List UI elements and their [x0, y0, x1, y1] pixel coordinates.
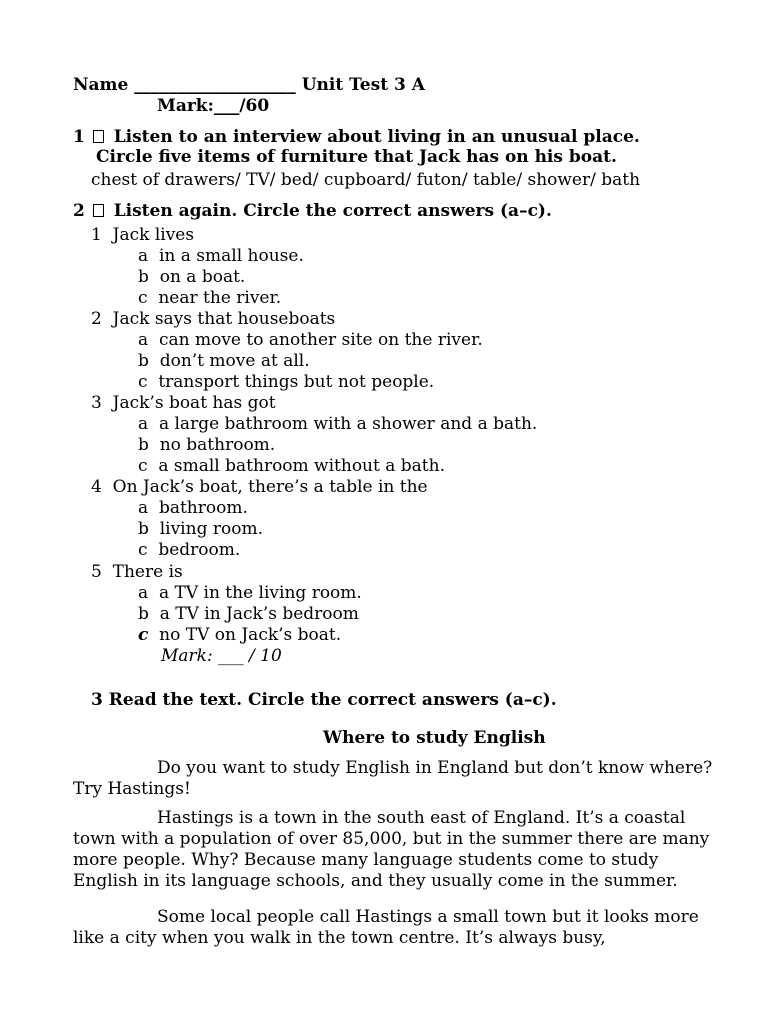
- section2-mark: Mark: ___ / 10: [161, 646, 282, 666]
- section1-instruction-text: Listen to an interview about living in an unusual place.: [113, 127, 640, 147]
- question-5: 5 There is: [91, 562, 183, 582]
- question-2-option-c[interactable]: c transport things but not people.: [138, 372, 435, 392]
- furniture-options: chest of drawers/ TV/ bed/ cupboard/ futon/ table/ shower/ bath: [91, 170, 641, 190]
- question-4-option-b[interactable]: b living room.: [138, 519, 263, 539]
- question-1-option-b[interactable]: b on a boat.: [138, 267, 246, 287]
- section2-number: 2: [73, 201, 85, 221]
- section1-instruction-line1: [73, 127, 640, 148]
- question-4-option-a[interactable]: a bathroom.: [138, 498, 248, 518]
- question-3: 3 Jack’s boat has got: [91, 393, 276, 413]
- reading-paragraph-3: Some local people call Hastings a small town but it looks more like a city when you walk in the town centre. It’s always busy,: [73, 907, 699, 948]
- reading-title: Where to study English: [323, 728, 546, 748]
- headphones-icon: [93, 204, 104, 217]
- question-5-option-b[interactable]: b a TV in Jack’s bedroom: [138, 604, 359, 624]
- question-3-option-c[interactable]: c a small bathroom without a bath.: [138, 456, 445, 476]
- question-2: 2 Jack says that houseboats: [91, 309, 336, 329]
- section3-instruction: 3 Read the text. Circle the correct answers (a–c).: [91, 690, 557, 710]
- section1-instruction-line2: Circle five items of furniture that Jack has on his boat.: [96, 147, 617, 167]
- name-and-unit-line: Name ___________________ Unit Test 3 A: [73, 75, 425, 95]
- question-5-option-a[interactable]: a a TV in the living room.: [138, 583, 362, 603]
- section2-instruction: [73, 201, 552, 222]
- reading-paragraph-1: Do you want to study English in England but don’t know where? Try Hastings!: [73, 758, 713, 799]
- question-3-option-a[interactable]: a a large bathroom with a shower and a bath.: [138, 414, 538, 434]
- reading-paragraph-2: Hastings is a town in the south east of England. It’s a coastal town with a population of over 85,000, but in the summer there are many more people. Why? Because many language students come to study English in its language schools, and they usually come in the summer.: [73, 808, 710, 891]
- question-4: 4 On Jack’s boat, there’s a table in the: [91, 477, 428, 497]
- question-2-option-b[interactable]: b don’t move at all.: [138, 351, 310, 371]
- question-2-option-a[interactable]: a can move to another site on the river.: [138, 330, 483, 350]
- section2-instruction-text: Listen again. Circle the correct answers (a–c).: [113, 201, 552, 221]
- question-1-option-c[interactable]: c near the river.: [138, 288, 282, 308]
- question-3-option-b[interactable]: b no bathroom.: [138, 435, 276, 455]
- headphones-icon: [93, 130, 104, 143]
- question-5-option-c[interactable]: c no TV on Jack’s boat.: [138, 625, 342, 645]
- total-mark-line: Mark:___/60: [157, 96, 270, 116]
- question-1-option-a[interactable]: a in a small house.: [138, 246, 304, 266]
- question-1: 1 Jack lives: [91, 225, 195, 245]
- question-4-option-c[interactable]: c bedroom.: [138, 540, 241, 560]
- section1-number: 1: [73, 127, 85, 147]
